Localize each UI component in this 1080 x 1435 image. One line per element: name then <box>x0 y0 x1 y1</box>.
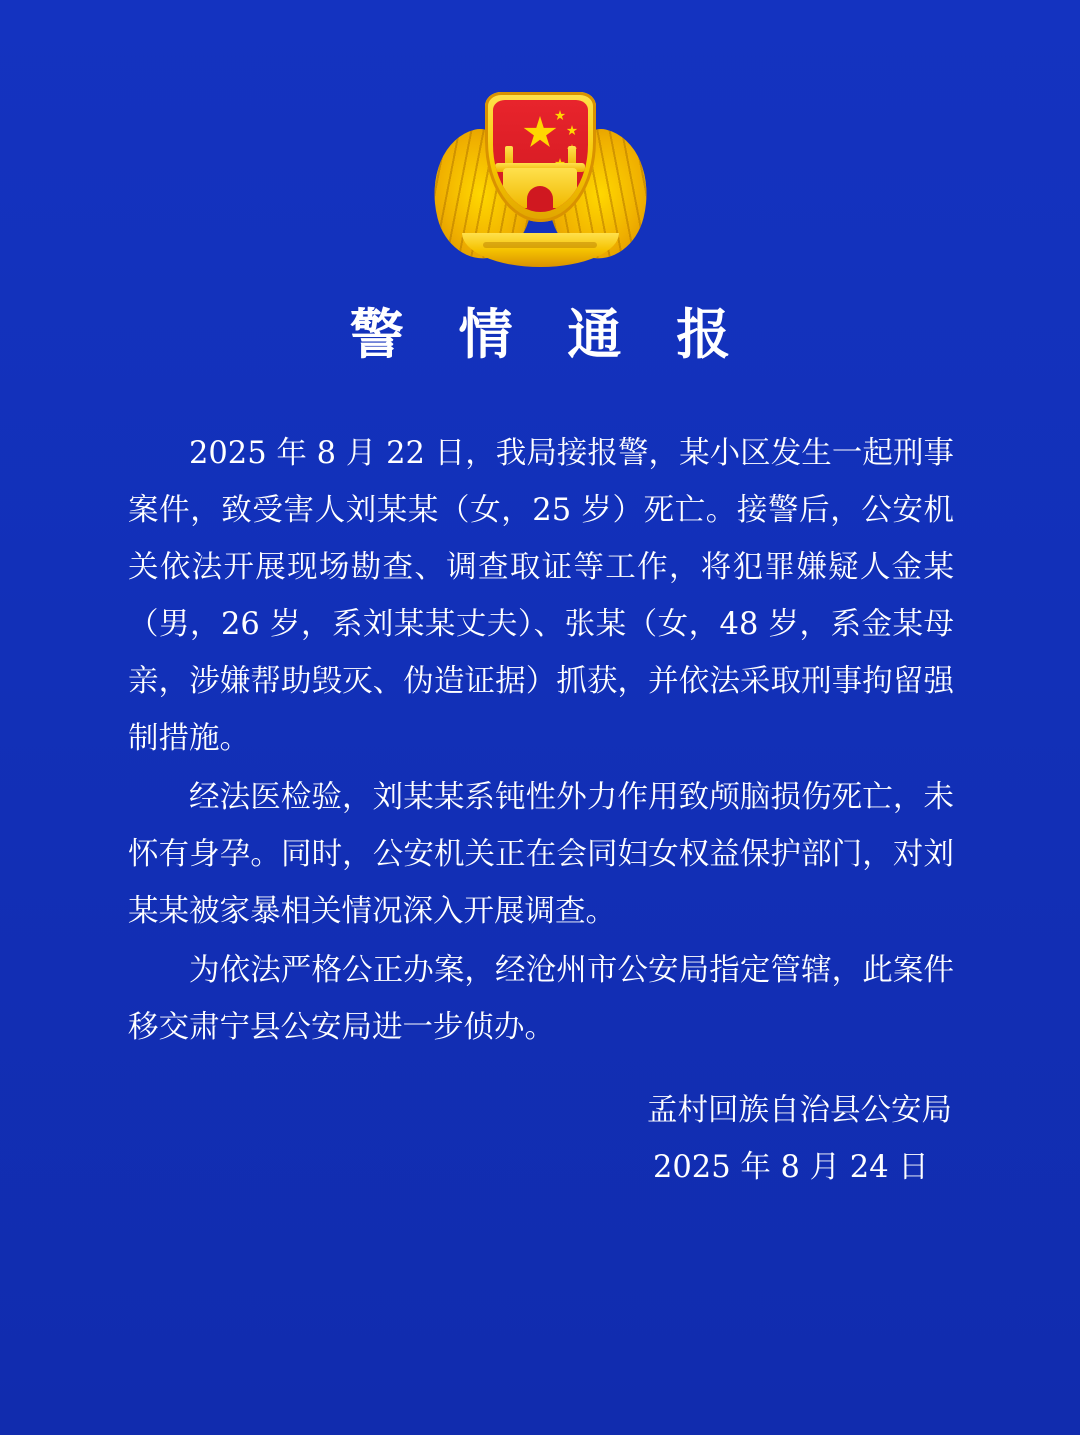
emblem-band <box>462 233 619 267</box>
emblem-star-small-2-icon <box>567 125 578 136</box>
china-police-emblem-icon <box>433 78 648 273</box>
notice-paragraph-2: 经法医检验，刘某某系钝性外力作用致颅脑损伤死亡，未怀有身孕。同时，公安机关正在会同妇女权益保护部门，对刘某某被家暴相关情况深入开展调查。 <box>128 780 954 929</box>
emblem-container <box>0 78 1080 273</box>
emblem-shield-inner <box>493 100 588 212</box>
signature-block <box>647 1082 952 1196</box>
page-title: 警 情 通 报 <box>349 302 749 366</box>
notice-paragraph-1: 2025 年 8 月 22 日，我局接报警，某小区发生一起刑事案件，致受害人刘某某（女，25 岁）死亡。接警后，公安机关依法开展现场勘查、调查取证等工作，将犯罪嫌疑人金某（男，26 岁，系刘某某丈夫）、张某（女，48 岁，系金某母亲，涉嫌帮助毁灭、伪造证据）抓获，并依法采取刑事拘留强制措施。 <box>128 436 954 756</box>
signature-date: 2025 年 8 月 24 日 <box>653 1150 929 1185</box>
notice-body <box>128 425 954 1058</box>
emblem-star-small-1-icon <box>555 110 566 121</box>
emblem-gate-icon <box>503 168 577 208</box>
signature-issuer: 孟村回族自治县公安局 <box>647 1093 952 1128</box>
notice-paragraph-3: 为依法严格公正办案，经沧州市公安局指定管辖，此案件移交肃宁县公安局进一步侦办。 <box>128 953 954 1045</box>
emblem-star-large-icon <box>523 116 557 150</box>
